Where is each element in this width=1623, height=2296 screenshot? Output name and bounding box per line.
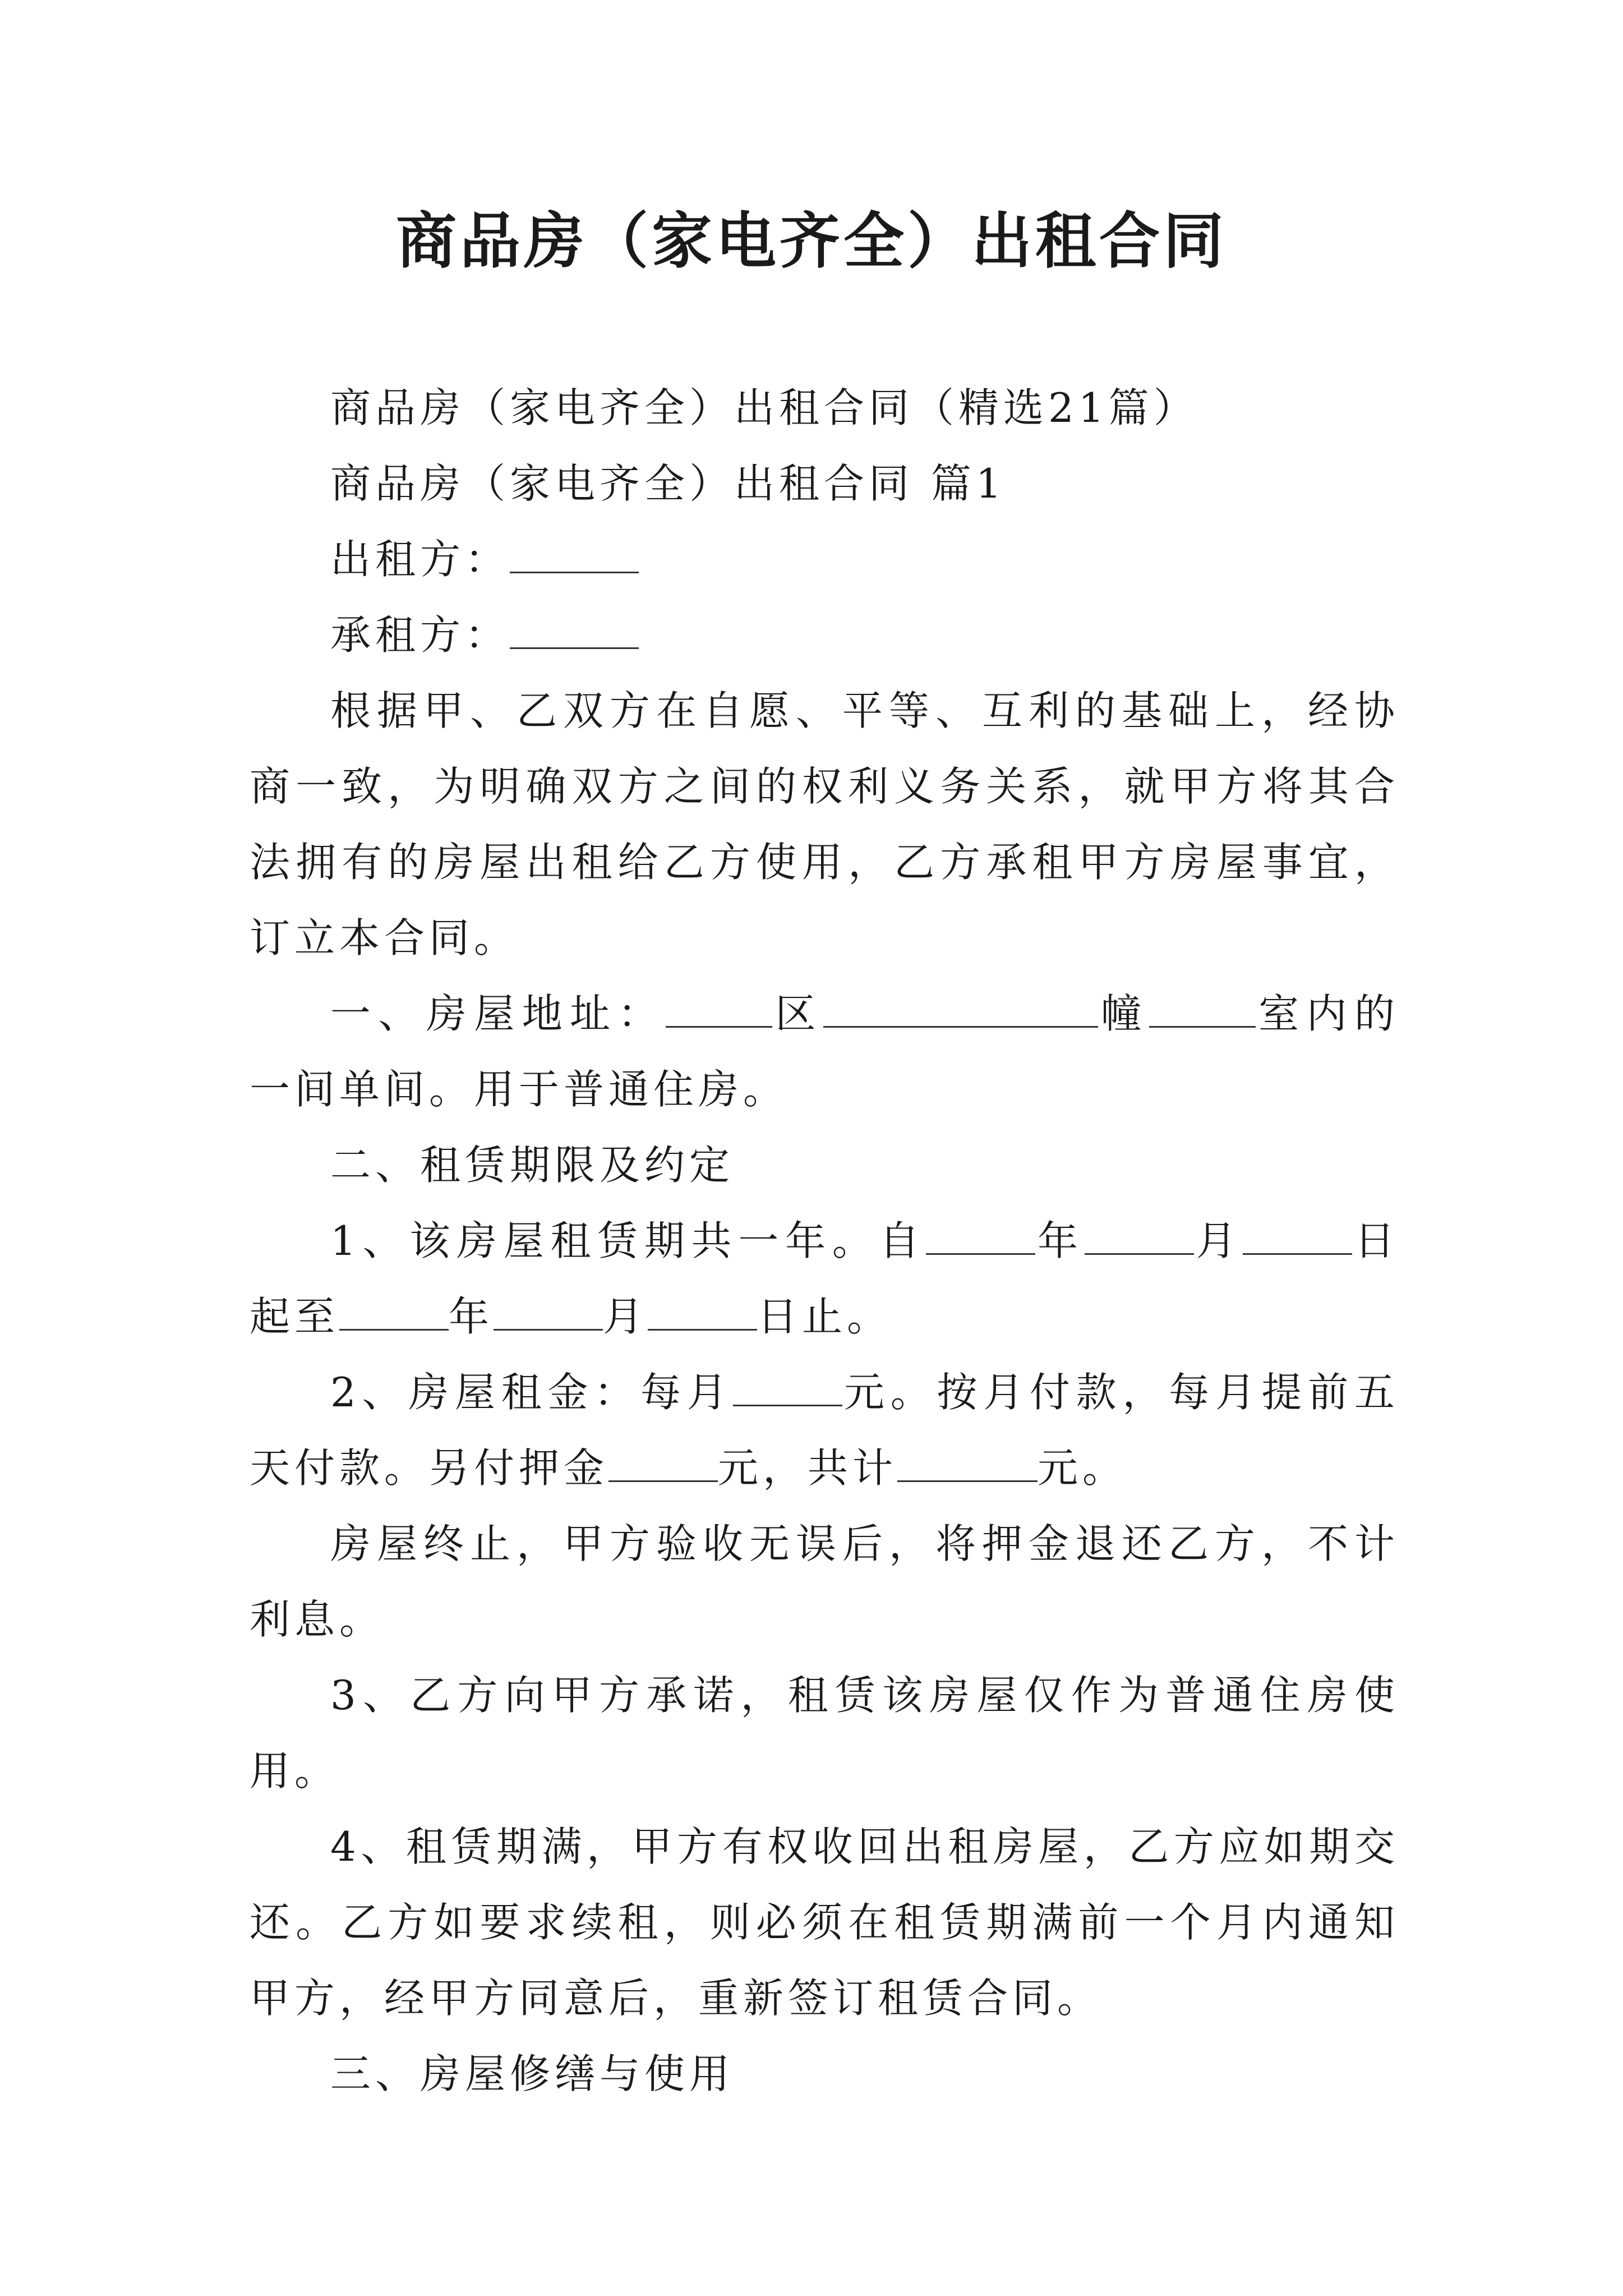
end-year-blank [339,1295,449,1331]
address-tail: 室内的一间单间。用于普通住房。 [250,990,1399,1113]
district-blank [666,992,772,1028]
lessee-line [250,597,1399,673]
start-month-label: 月 [1193,1217,1243,1264]
total-blank [897,1447,1038,1482]
term-label: 1、该房屋租赁期共一年。自 [330,1217,926,1264]
address-label: 一、房屋地址： [330,990,666,1037]
end-day-blank [648,1295,757,1331]
start-year-label: 年 [1035,1217,1085,1264]
district-label: 区 [772,990,823,1037]
deposit-blank [608,1447,718,1482]
lessor-blank [510,538,639,573]
rent-terms: 元。按月付款，每月提前五天付款。另付押金 [250,1369,1399,1492]
total-label: 元，共计 [718,1444,898,1492]
monthly-rent-blank [733,1371,842,1406]
street-blank [823,992,1098,1028]
start-day-label: 日起至 [250,1217,1399,1340]
item-3-paragraph: 3、乙方向甲方承诺，租赁该房屋仅作为普通住房使用。 [250,1672,1399,1795]
section-3-heading: 三、房屋修缮与使用 [330,2050,735,2097]
start-year-blank [926,1220,1035,1255]
room-blank [1149,992,1256,1028]
rent-label: 2、房屋租金：每月 [330,1369,734,1416]
start-day-blank [1243,1220,1352,1255]
start-month-blank [1085,1220,1194,1255]
end-month-blank [494,1295,603,1331]
deposit-paragraph: 房屋终止，甲方验收无误后，将押金退还乙方，不计利息。 [250,1520,1399,1643]
lessor-label: 出租方： [330,536,510,583]
chapter-heading: 商品房（家电齐全）出租合同 篇1 [330,460,1006,507]
rent-paragraph [250,1355,1399,1506]
document-title: 商品房（家电齐全）出租合同 [395,206,1227,277]
total-unit: 元。 [1038,1444,1128,1492]
subtitle-line: 商品房（家电齐全）出租合同（精选21篇） [330,384,1198,431]
document-body [250,370,1399,2112]
address-paragraph [250,976,1399,1128]
lessee-blank [510,614,639,649]
item-4-paragraph: 4、租赁期满，甲方有权收回出租房屋，乙方应如期交还。乙方如要求续租，则必须在租赁期满前一个月内通知甲方，经甲方同意后，重新签订租赁合同。 [250,1823,1399,2022]
end-year-label: 年 [449,1293,494,1340]
section-2-heading: 二、租赁期限及约定 [330,1142,735,1189]
lessee-label: 承租方： [330,611,510,659]
lessor-line [250,522,1399,597]
term-paragraph [250,1203,1399,1355]
building-label: 幢 [1098,990,1149,1037]
intro-paragraph: 根据甲、乙双方在自愿、平等、互利的基础上，经协商一致，为明确双方之间的权利义务关系，就甲方将其合法拥有的房屋出租给乙方使用，乙方承租甲方房屋事宜，订立本合同。 [250,687,1399,961]
end-day-label: 日止。 [757,1293,892,1340]
end-month-label: 月 [603,1293,648,1340]
